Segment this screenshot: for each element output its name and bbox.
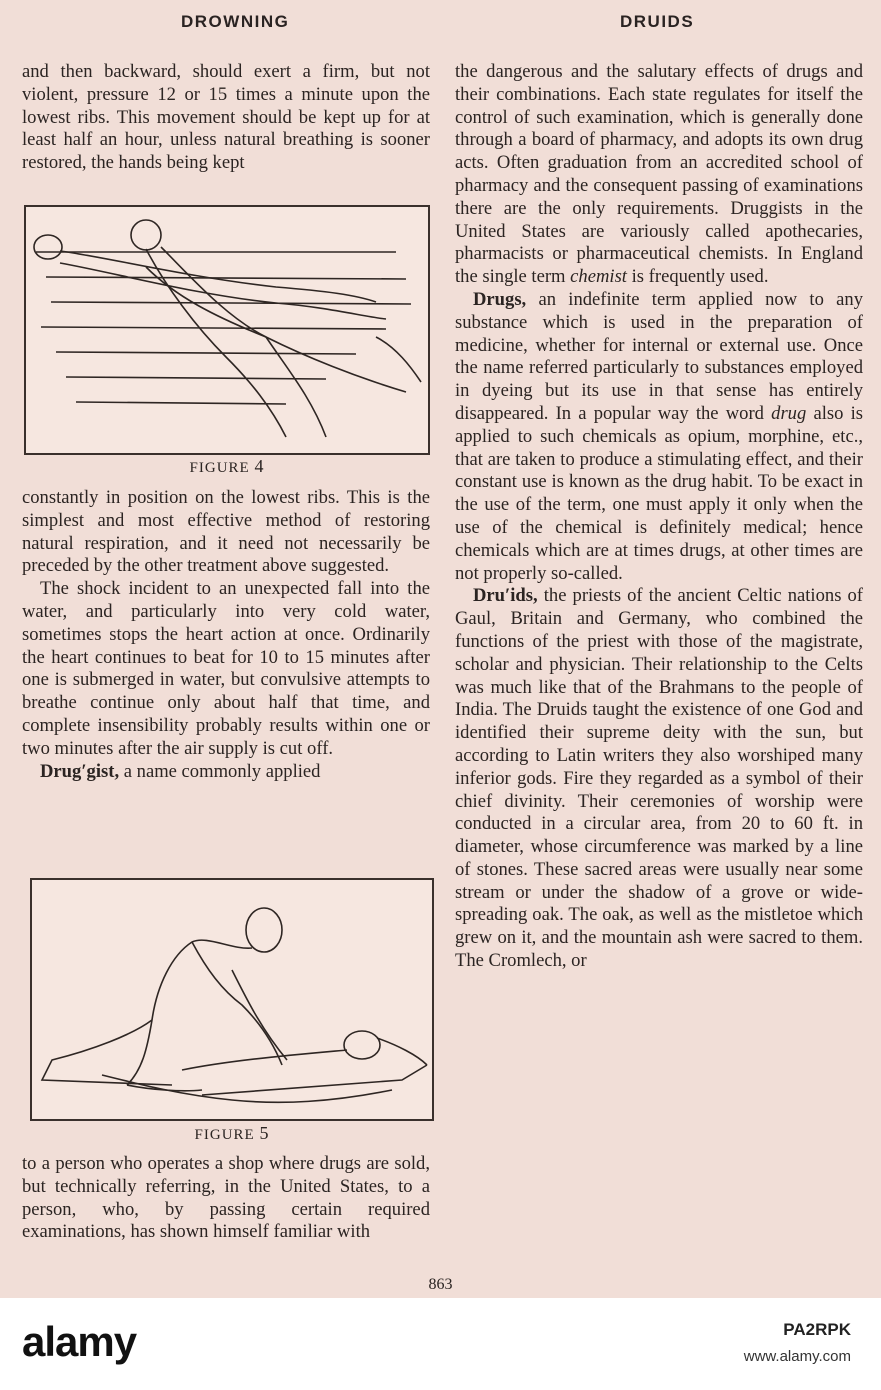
left-column-top xyxy=(22,61,430,175)
image-id: PA2RPK xyxy=(783,1320,851,1339)
entry-druids xyxy=(455,585,863,973)
running-head-right: DRUIDS xyxy=(620,12,695,31)
figure-5-illustration xyxy=(30,878,434,1121)
artificial-respiration-drawing xyxy=(32,880,432,1119)
watermark-url: www.alamy.com xyxy=(743,1348,851,1365)
drowning-rescue-drawing xyxy=(26,207,428,453)
figure-4-illustration xyxy=(24,205,430,455)
druggist-text: the dangerous and the salutary effects of drugs and their combinations. Each state regulates for itself the control of such examination, which is generally done through a board of pharmacy, and adopts its own drug acts. Often graduation from an accredited school of pharmacy and the consequent passing of examinations there are the only requirements. Druggists in the United States are variously called apothecaries, pharmacists or pharmaceutical chemists. In England the single term xyxy=(455,61,863,288)
paragraph-drowning-continued: and then backward, should exert a firm, but not violent, pressure 12 or 15 times a minute upon the lowest ribs. This movement should be kept up for at least half an hour, unless natural breathing is sooner restored, the hands being kept xyxy=(22,61,430,174)
paragraph-druggist-definition: to a person who operates a shop where drugs are sold, but technically referring, in the United States, to a person, who, by passing certain required examinations, has shown himself familiar with xyxy=(22,1153,430,1243)
left-column-middle xyxy=(22,487,430,783)
entry-drugs xyxy=(455,289,863,585)
running-head-left: DROWNING xyxy=(181,12,290,31)
druids-text: the priests of the ancient Celtic nations of Gaul, Britain and Germany, who combined the functions of the priest with those of the magistrate, scholar and physician. Their relationship to the Celts was much like that of the Brahmans to the people of India. The Druids taught the existence of one God and identified their supreme deity with the sun, but according to Latin writers they also worshiped many inferior gods. Fire they regarded as a symbol of their chief divinity. Their ceremonies of worship were conducted in a circular area, from 20 to 60 ft. in diameter, whose circumference was marked by a line of stones. These sacred areas were usually near some stream or under the shadow of a grove or wide-spreading oak. The oak, as well as the mistletoe which grew on it, and the mountain ash were sacred to them. The Cromlech, or xyxy=(455,585,863,972)
entry-term-druggist: Drug′gist, xyxy=(40,760,120,782)
paragraph-respiration-method: constantly in position on the lowest ribs. This is the simplest and most effective method of restoring natural respiration, and it need not necessarily be preceded by the other treatment above suggested. xyxy=(22,487,430,577)
drugs-text-b: also is applied to such chemicals as opium, morphine, etc., that are taken to produce a stimulating effect, and their constant use is known as the drug habit. To be exact in the use of the term, one must apply it only when the use of the chemical is definitely medical; hence chemicals which are at times drugs, at other times are not properly so-called. xyxy=(455,402,863,584)
drugs-text-a: an indefinite term applied now to any substance which is used in the preparation of medicine, whether for internal or external use. Once the name referred particularly to substances employed in dyeing but its use in that sense has entirely disappeared. In a popular way the word xyxy=(455,288,863,424)
figure-4-caption xyxy=(24,456,430,477)
alamy-logo: alamy xyxy=(22,1318,137,1365)
druggist-text-end: is frequently used. xyxy=(626,266,769,288)
watermark-footer xyxy=(0,1298,881,1390)
entry-term-druids: Dru′ids, xyxy=(473,585,538,607)
entry-term-drugs: Drugs, xyxy=(473,288,527,310)
left-column-bottom xyxy=(22,1153,430,1244)
figure-5-caption xyxy=(30,1123,434,1144)
italic-chemist: chemist xyxy=(570,266,627,288)
paragraph-druggist-continued xyxy=(455,61,863,289)
figure-4-label: FIGURE xyxy=(189,460,250,476)
figure-5-number: 5 xyxy=(259,1123,270,1143)
figure-5-label: FIGURE xyxy=(194,1127,255,1143)
paragraph-shock: The shock incident to an unexpected fall into the water, and particularly into very cold water, sometimes stops the heart action at once. Ordinarily the heart continues to beat for 10 to 15 minutes after one is submerged in water, but convulsive attempts to breathe continue only about half that time, and complete insensibility probably results within one or two minutes after the air supply is cut off. xyxy=(22,578,430,759)
figure-4-number: 4 xyxy=(254,456,265,476)
page-number: 863 xyxy=(428,1276,453,1293)
italic-drug: drug xyxy=(771,402,807,424)
entry-druggist xyxy=(22,761,430,784)
entry-druggist-intro: a name commonly applied xyxy=(119,760,321,782)
right-column xyxy=(455,61,863,973)
